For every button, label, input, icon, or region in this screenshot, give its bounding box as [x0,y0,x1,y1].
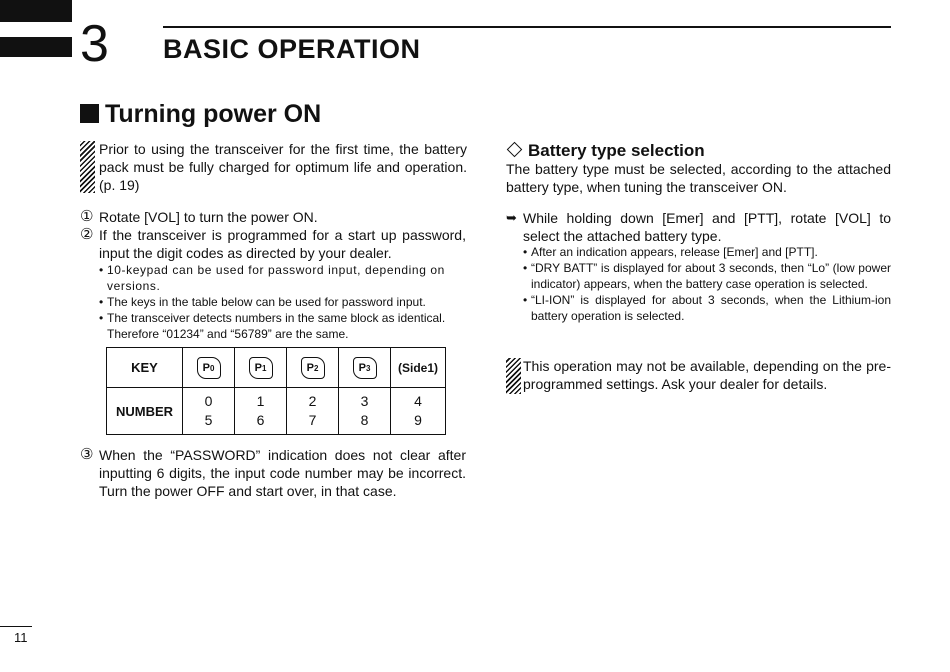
key-cell-p2 [287,348,339,388]
key-cell-side1: (Side1) [391,348,446,388]
number-cell: 4 9 [391,388,446,435]
number-cell: 0 5 [183,388,235,435]
chapter-title: BASIC OPERATION [163,34,421,64]
battery-instruction: While holding down [Emer] and [PTT], rotate [VOL] to select the attached battery type. [523,210,891,244]
battery-intro: The battery type must be selected, according to the attached battery type, when tuning the transceiver ON. [506,161,891,195]
key-row-label: KEY [107,348,183,388]
diamond-icon [507,142,523,158]
p2-key-icon: P2 [301,357,325,379]
bullet-item: • The keys in the table below can be used for password input. [99,294,467,310]
step-text: If the transceiver is programmed for a start up password, input the digit codes as directed by your dealer. [99,227,466,261]
square-bullet-icon [80,104,99,123]
page-number: 11 [14,630,28,645]
number-cell: 2 7 [287,388,339,435]
step-text: Rotate [VOL] to turn the power ON. [99,209,318,225]
p0-key-icon: P0 [197,357,221,379]
number-cell: 3 8 [339,388,391,435]
bullet-item: • The transceiver detects numbers in the same block as identical. Therefore “01234” and “56789” are the same. [99,310,467,342]
table-row [107,348,446,388]
bullet-item: • “LI-ION” is displayed for about 3 seconds, when the Lithium-ion battery operation is selected. [523,292,891,324]
key-cell-p1 [235,348,287,388]
number-row-label: NUMBER [107,388,183,435]
password-key-table [106,347,446,435]
chapter-rule [163,26,891,28]
password-bullets [99,262,467,342]
number-cell: 1 6 [235,388,287,435]
battery-type-title: Battery type selection [506,141,705,161]
section-title-text: Turning power ON [105,100,322,128]
charging-note: Prior to using the transceiver for the first time, the battery pack must be fully charged for optimum life and operation. (p. 19) [99,141,467,193]
step-number: ② [80,226,94,243]
key-cell-p0 [183,348,235,388]
table-row [107,388,446,435]
page-rule [0,626,32,627]
section-title [80,100,321,129]
key-cell-p3 [339,348,391,388]
step-number: ① [80,208,94,225]
bullet-item: • After an indication appears, release [Emer] and [PTT]. [523,244,891,260]
p3-key-icon: P3 [353,357,377,379]
bullet-item: • 10-keypad can be used for password input, depending on versions. [99,262,467,294]
dealer-note: This operation may not be available, depending on the pre-programmed settings. Ask your dealer for details. [523,358,891,392]
chapter-number: 3 [80,15,109,73]
p1-key-icon: P1 [249,357,273,379]
note-hatch-icon [506,358,521,394]
battery-bullets [523,244,891,324]
chapter-tab-bar-lower [0,37,72,57]
arrow-right-icon: ➥ [506,210,517,225]
bullet-item: • “DRY BATT” is displayed for about 3 seconds, then “Lo” (low power indicator) appears, when the battery case operation is selected. [523,260,891,292]
chapter-tab-bar [0,0,72,22]
note-hatch-icon [80,141,95,193]
step-text: When the “PASSWORD” indication does not clear after inputting 6 digits, the input code number may be incorrect. Turn the power OFF and start over, in that case. [99,447,466,499]
step-number: ③ [80,446,94,463]
